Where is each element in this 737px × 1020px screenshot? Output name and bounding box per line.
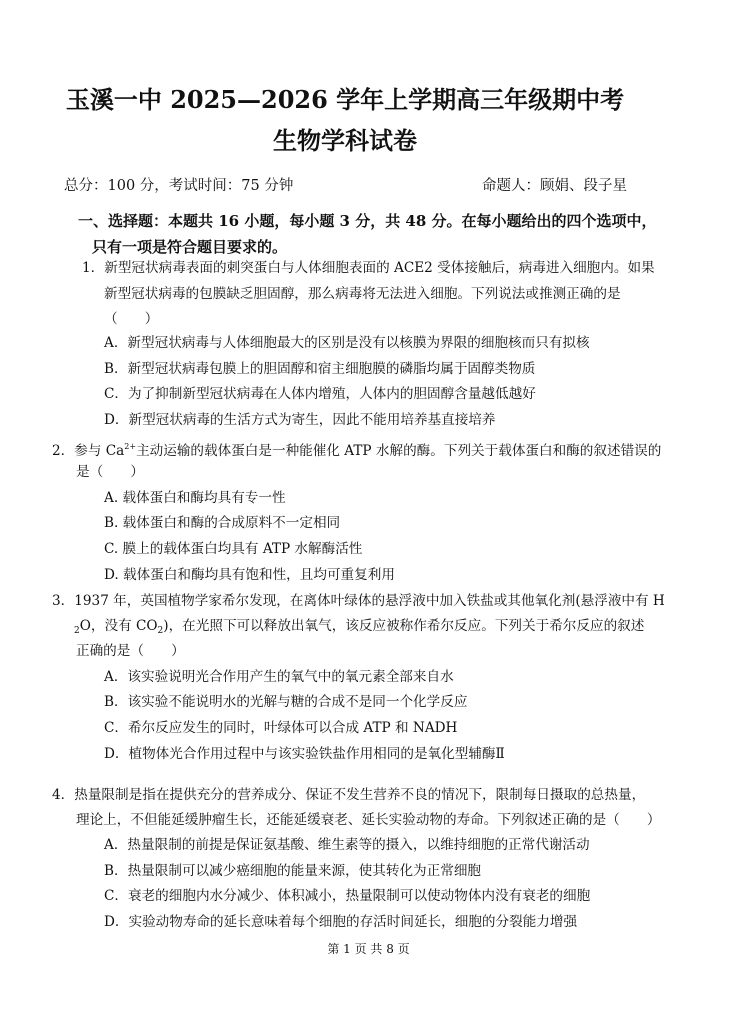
q3-option-c: C．希尔反应发生的同时，叶绿体可以合成 ATP 和 NADH — [104, 720, 458, 736]
section-line-1: 一、选择题：本题共 16 小题，每小题 3 分，共 48 分。在每小题给出的四个选项中， — [78, 212, 657, 230]
q1-stem-3: （ ） — [104, 311, 159, 327]
exam-title: 玉溪一中 2025—2026 学年上学期高三年级期中考 — [65, 85, 625, 114]
q1-stem-2: 新型冠状病毒的包膜缺乏胆固醇，那么病毒将无法进入细胞。下列说法或推测正确的是 — [104, 286, 621, 302]
exam-subtitle: 生物学科试卷 — [273, 126, 417, 155]
q4-option-c: C．衰老的细胞内水分减少、体积减小，热量限制可以使动物体内没有衰老的细胞 — [104, 888, 591, 904]
section-heading — [78, 208, 678, 260]
q1-option-a: A．新型冠状病毒与人体细胞最大的区别是没有以核膜为界限的细胞核而只有拟核 — [104, 335, 590, 351]
section-line-2: 只有一项是符合题目要求的。 — [92, 238, 288, 256]
q2-stem-1 — [52, 437, 661, 461]
q3-option-d: D．植物体光合作用过程中与该实验铁盐作用相同的是氧化型辅酶Ⅱ — [104, 746, 505, 762]
q4-stem-1: 4．热量限制是指在提供充分的营养成分、保证不发生营养不良的情况下，限制每日摄取的总热量， — [52, 787, 646, 803]
q3-stem-2a: O，没有 CO — [79, 618, 158, 634]
q3-stem-3: 正确的是（ ） — [76, 643, 185, 659]
q1-stem-1: 1．新型冠状病毒表面的刺突蛋白与人体细胞表面的 ACE2 受体接触后，病毒进入细胞内。如果 — [82, 260, 655, 276]
q3-option-b: B．该实验不能说明水的光解与糖的合成不是同一个化学反应 — [104, 694, 468, 710]
q4-stem-2: 理论上，不但能延缓肿瘤生长，还能延缓衰老、延长实验动物的寿命。下列叙述正确的是（ ） — [76, 812, 661, 828]
q1-option-b: B．新型冠状病毒包膜上的胆固醇和宿主细胞膜的磷脂均属于固醇类物质 — [104, 361, 536, 377]
q2-stem-post: 主动运输的载体蛋白是一种能催化 ATP 水解的酶。下列关于载体蛋白和酶的叙述错误的 — [136, 443, 662, 459]
q3-stem-2b: )，在光照下可以释放出氧气，该反应被称作希尔反应。下列关于希尔反应的叙述 — [163, 618, 645, 634]
page-number: 第 1 页 共 8 页 — [327, 942, 410, 956]
q2-option-b: B. 载体蛋白和酶的合成原料不一定相同 — [104, 515, 341, 531]
q3-stem-1: 3．1937 年，英国植物学家希尔发现，在离体叶绿体的悬浮液中加入铁盐或其他氧化剂(悬浮液中有 H — [52, 593, 665, 609]
q2-option-d: D. 载体蛋白和酶均具有饱和性，且均可重复利用 — [104, 567, 395, 583]
q1-option-c: C．为了抑制新型冠状病毒在人体内增殖，人体内的胆固醇含量越低越好 — [104, 386, 536, 402]
authors: 命题人：顾娟、段子星 — [482, 178, 627, 194]
q1-option-d: D．新型冠状病毒的生活方式为寄生，因此不能用培养基直接培养 — [104, 412, 496, 428]
q4-option-b: B．热量限制可以减少癌细胞的能量来源，使其转化为正常细胞 — [104, 863, 482, 879]
q2-option-a: A. 载体蛋白和酶均具有专一性 — [104, 490, 286, 506]
q3-stem-2 — [74, 616, 644, 641]
q2-option-c: C. 膜上的载体蛋白均具有 ATP 水解酶活性 — [104, 541, 363, 557]
q3-option-a: A．该实验说明光合作用产生的氧气中的氧元素全部来自水 — [104, 669, 454, 685]
q2-stem-2: 是（ ） — [76, 464, 144, 480]
q2-stem-pre: 2．参与 Ca — [52, 443, 125, 459]
q3-sub-2: 2 — [157, 626, 164, 636]
q2-ion-charge: 2+ — [124, 442, 137, 451]
q3-sub-1: 2 — [74, 626, 80, 636]
score-time: 总分：100 分，考试时间：75 分钟 — [64, 178, 294, 194]
q4-option-d: D．实验动物寿命的延长意味着每个细胞的存活时间延长，细胞的分裂能力增强 — [104, 914, 578, 930]
q4-option-a: A．热量限制的前提是保证氨基酸、维生素等的摄入，以维持细胞的正常代谢活动 — [104, 837, 590, 853]
